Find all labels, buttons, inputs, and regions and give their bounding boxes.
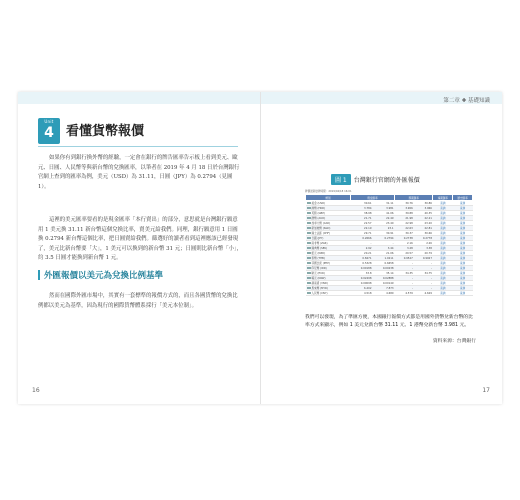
- rate-cell: 0.2778: [414, 236, 433, 241]
- currency-cell: 澳幣 (AUD): [306, 216, 351, 221]
- rate-cell: 30.76: [395, 201, 414, 206]
- rate-cell: -: [395, 261, 414, 266]
- rate-cell: 6.202: [350, 286, 372, 291]
- rate-cell: 30.86: [414, 201, 433, 206]
- rate-cell: 3.981: [372, 206, 394, 211]
- rate-cell: 0.6658: [372, 261, 394, 266]
- query-link[interactable]: 查詢: [433, 211, 453, 216]
- rate-cell: 1.0211: [372, 256, 394, 261]
- currency-cell: 南非幣 (ZAR): [306, 241, 351, 246]
- rate-cell: 3.28: [395, 246, 414, 251]
- rate-cell: -: [414, 286, 433, 291]
- rate-cell: 33.8: [350, 271, 372, 276]
- flag-icon: [307, 227, 311, 230]
- rate-cell: 38.98: [350, 211, 372, 216]
- paragraph-2-text: 這裡的美元匯率要看的是現金匯率「本行賣出」的部分，意思就是台灣銀行願意用 1 美元換 31.11 新台幣這個兌換比率，賣美元給我們。同理，銀行願意用 1 日圓換 0.2794 新台幣這個比率，把日圓賣給我們。篩選好的讀者看到這裡應該已經發現了，美元比新台幣要「大」，1 美元可以換到的新台幣 31 元；日圓則比新台幣「小」，約 3.5 日圓才能換到新台幣 1 元。: [38, 217, 243, 262]
- rate-cell: 30.61: [350, 201, 372, 206]
- rate-cell: -: [395, 266, 414, 271]
- rate-cell: 0.00149: [372, 281, 394, 286]
- rate-cell: 3.906: [395, 206, 414, 211]
- unit-title: 看懂貨幣報價: [66, 124, 145, 139]
- currency-cell: 加拿大幣 (CAD): [306, 221, 351, 226]
- right-page: [261, 92, 502, 404]
- currency-cell: 港幣 (HKD): [306, 206, 351, 211]
- rate-cell: 20.79: [414, 251, 433, 256]
- currency-cell: 韓元 (KRW): [306, 276, 351, 281]
- table-row: [306, 291, 473, 296]
- exchange-rate-table: [305, 189, 473, 309]
- query-link[interactable]: 查詢: [453, 281, 473, 286]
- paragraph-3: [38, 292, 243, 311]
- query-link[interactable]: 查詢: [453, 211, 473, 216]
- rate-cell: -: [350, 241, 372, 246]
- rate-cell: 23.40: [372, 221, 394, 226]
- query-link[interactable]: 查詢: [433, 291, 453, 296]
- rate-cell: -: [414, 276, 433, 281]
- query-link[interactable]: 查詢: [433, 206, 453, 211]
- query-link[interactable]: 查詢: [433, 256, 453, 261]
- rate-cell: -: [414, 266, 433, 271]
- rate-cell: 39.88: [395, 211, 414, 216]
- book-spread: [18, 92, 502, 404]
- query-link[interactable]: 查詢: [433, 221, 453, 226]
- header-spot: 即期匯率: [395, 195, 433, 201]
- flag-icon: [307, 282, 311, 285]
- rate-cell: -: [414, 261, 433, 266]
- source-line: 資料來源：台灣銀行: [432, 339, 476, 344]
- query-link[interactable]: 查詢: [453, 266, 473, 271]
- page-number-right: 17: [482, 387, 490, 394]
- currency-cell: 英鎊 (GBP): [306, 211, 351, 216]
- rate-cell: -: [395, 281, 414, 286]
- currency-cell: 歐元 (EUR): [306, 271, 351, 276]
- flag-icon: [307, 277, 311, 280]
- rate-cell: 2.92: [350, 246, 372, 251]
- query-link[interactable]: 查詢: [433, 241, 453, 246]
- query-link[interactable]: 查詢: [453, 276, 473, 281]
- rate-cell: 40.35: [414, 211, 433, 216]
- rate-cell: 29.71: [350, 231, 372, 236]
- query-link[interactable]: 查詢: [453, 246, 473, 251]
- rate-cell: 0.00238: [372, 266, 394, 271]
- header-currency: 幣別: [306, 195, 351, 201]
- rate-cell: -: [395, 286, 414, 291]
- query-link[interactable]: 查詢: [433, 226, 453, 231]
- rate-cell: -: [414, 281, 433, 286]
- query-link[interactable]: 查詢: [453, 251, 473, 256]
- paragraph-2: [38, 216, 243, 264]
- rate-cell: 31.11: [372, 201, 394, 206]
- flag-icon: [307, 207, 311, 210]
- query-link[interactable]: 查詢: [453, 216, 473, 221]
- currency-cell: 印尼幣 (IDR): [306, 266, 351, 271]
- rate-table: [305, 194, 473, 296]
- currency-cell: 瑞典幣 (SEK): [306, 246, 351, 251]
- flag-icon: [307, 267, 311, 270]
- query-link[interactable]: 查詢: [433, 216, 453, 221]
- rate-cell: 30.37: [395, 231, 414, 236]
- rate-cell: 22.49: [372, 216, 394, 221]
- flag-icon: [307, 252, 311, 255]
- rate-cell: 21.98: [395, 216, 414, 221]
- rate-cell: 23.1: [372, 226, 394, 231]
- query-link[interactable]: 查詢: [433, 281, 453, 286]
- table-meta: 牌價最新掛牌時間：2019/04/18 16:01: [305, 190, 352, 193]
- query-link[interactable]: 查詢: [453, 201, 473, 206]
- currency-cell: 新加坡幣 (SGD): [306, 226, 351, 231]
- section-bar: [38, 270, 40, 280]
- rate-cell: -: [395, 276, 414, 281]
- flag-icon: [307, 247, 311, 250]
- query-link[interactable]: 查詢: [453, 286, 473, 291]
- rate-cell: 0.02498: [350, 276, 372, 281]
- flag-icon: [307, 272, 311, 275]
- query-link[interactable]: 查詢: [453, 241, 473, 246]
- flag-icon: [307, 202, 311, 205]
- header-history: 歷史匯率: [453, 195, 473, 201]
- rate-cell: 30.66: [414, 231, 433, 236]
- rate-cell: 0.5328: [350, 261, 372, 266]
- rate-cell: 3.44: [372, 246, 394, 251]
- figure-caption-text: 台灣銀行官網的外匯報價: [353, 177, 420, 184]
- table-body: [306, 201, 473, 296]
- section-heading: [38, 269, 163, 281]
- currency-cell: 菲國比索 (PHP): [306, 261, 351, 266]
- rate-cell: 0.00098: [350, 281, 372, 286]
- currency-cell: 瑞士法郎 (CHF): [306, 231, 351, 236]
- rate-cell: 22.19: [350, 226, 372, 231]
- rate-cell: 0.2738: [395, 236, 414, 241]
- query-link[interactable]: 查詢: [453, 271, 473, 276]
- rate-cell: 0.2666: [350, 236, 372, 241]
- currency-cell: 美金 (USD): [306, 201, 351, 206]
- query-link[interactable]: 查詢: [433, 201, 453, 206]
- rate-cell: 2.16: [395, 241, 414, 246]
- currency-cell: 馬來幣 (MYR): [306, 286, 351, 291]
- paragraph-3-text: 然而在國際外匯市場中，其實有一套標準的報價方式的，而且各國貨幣的兌換比例都以美元為基準，因為現行的國際貨幣體系採行「美元本位制」。: [38, 293, 238, 309]
- rate-cell: 22.81: [414, 226, 433, 231]
- query-link[interactable]: 查詢: [453, 256, 473, 261]
- unit-number: 4: [44, 125, 54, 141]
- rate-cell: 22.57: [350, 221, 372, 226]
- rate-cell: 3.784: [350, 206, 372, 211]
- left-page: [18, 92, 260, 404]
- query-link[interactable]: 查詢: [433, 246, 453, 251]
- figure-badge: 圖 1: [331, 174, 351, 185]
- query-link[interactable]: 查詢: [453, 226, 473, 231]
- unit-label: Unit: [44, 119, 54, 124]
- figure-note: 我們可以發現，為了準匯方便，本國銀行報價方式都是用國外貨幣兌新台幣的比率方式來顯示，例如 1 美元兌新台幣 31.11 元、1 港幣兌新台幣 3.981 元。: [305, 315, 473, 328]
- flag-icon: [307, 292, 311, 295]
- currency-cell: 越南盾 (VND): [306, 281, 351, 286]
- flag-icon: [307, 212, 311, 215]
- rate-cell: 34.35: [395, 271, 414, 276]
- rate-cell: 23.20: [414, 221, 433, 226]
- query-link[interactable]: 查詢: [433, 236, 453, 241]
- query-link[interactable]: 查詢: [433, 251, 453, 256]
- query-link[interactable]: 查詢: [433, 276, 453, 281]
- paragraph-1-text: 如果你有到銀行換外幣的經驗，一定會在銀行的牌告匯率告示板上看到美元、歐元、日圓、人民幣等與新台幣的兌換匯率，以筆者在 2019 年 4 月 18 日於台灣銀行官網上查到的匯率為例，美元（USD）為 31.11，日圓（JPY）為 0.2794（見圖 1）。: [38, 155, 240, 190]
- header-cash: 現金匯率: [350, 195, 394, 201]
- title-rule: [38, 146, 238, 147]
- chapter-label: 第二章 ✚ 基礎知識: [443, 98, 490, 104]
- section-heading-text: 外匯報價以美元為兌換比例基準: [44, 271, 164, 281]
- query-link[interactable]: 查詢: [453, 221, 473, 226]
- rate-cell: 2.26: [414, 241, 433, 246]
- rate-cell: 4.680: [372, 291, 394, 296]
- flag-icon: [307, 262, 311, 265]
- rate-cell: 22.98: [395, 221, 414, 226]
- flag-icon: [307, 242, 311, 245]
- rate-cell: 41.06: [372, 211, 394, 216]
- rate-cell: 0.9527: [395, 256, 414, 261]
- query-link[interactable]: 查詢: [453, 206, 473, 211]
- query-link[interactable]: 查詢: [453, 236, 473, 241]
- rate-cell: 4.579: [395, 291, 414, 296]
- rate-cell: 35.14: [372, 271, 394, 276]
- rate-cell: 0.8471: [350, 256, 372, 261]
- rate-cell: 21.71: [350, 216, 372, 221]
- figure-caption: [331, 174, 420, 185]
- rate-cell: 21.06: [372, 251, 394, 256]
- flag-icon: [307, 287, 311, 290]
- flag-icon: [307, 217, 311, 220]
- flag-icon: [307, 257, 311, 260]
- currency-cell: 日圓 (JPY): [306, 236, 351, 241]
- query-link[interactable]: 查詢: [433, 231, 453, 236]
- query-link[interactable]: 查詢: [453, 231, 473, 236]
- currency-cell: 紐元 (NZD): [306, 251, 351, 256]
- currency-cell: 泰幣 (THB): [306, 256, 351, 261]
- query-link[interactable]: 查詢: [433, 271, 453, 276]
- paragraph-1: [38, 154, 243, 192]
- rate-cell: 22.21: [414, 216, 433, 221]
- rate-cell: 3.966: [414, 206, 433, 211]
- rate-cell: 3.38: [414, 246, 433, 251]
- rate-cell: 22.63: [395, 226, 414, 231]
- rate-cell: 4.518: [350, 291, 372, 296]
- currency-cell: 人民幣 (CNY): [306, 291, 351, 296]
- rate-cell: 20.57: [395, 251, 414, 256]
- unit-badge: [38, 118, 60, 144]
- rate-cell: 34.75: [414, 271, 433, 276]
- flag-icon: [307, 222, 311, 225]
- rate-cell: 0.2794: [372, 236, 394, 241]
- rate-cell: 4.629: [414, 291, 433, 296]
- rate-cell: 7.873: [372, 286, 394, 291]
- query-link[interactable]: 查詢: [433, 286, 453, 291]
- rate-cell: 0.9927: [414, 256, 433, 261]
- query-link[interactable]: 查詢: [453, 291, 473, 296]
- query-link[interactable]: 查詢: [453, 261, 473, 266]
- rate-cell: 20.21: [350, 251, 372, 256]
- rate-cell: -: [372, 241, 394, 246]
- query-link[interactable]: 查詢: [433, 261, 453, 266]
- rate-cell: 0.02888: [372, 276, 394, 281]
- header-forward: 遠期匯率: [433, 195, 453, 201]
- flag-icon: [307, 237, 311, 240]
- rate-cell: 0.00188: [350, 266, 372, 271]
- rate-cell: 30.91: [372, 231, 394, 236]
- query-link[interactable]: 查詢: [433, 266, 453, 271]
- flag-icon: [307, 232, 311, 235]
- page-number-left: 16: [32, 387, 40, 394]
